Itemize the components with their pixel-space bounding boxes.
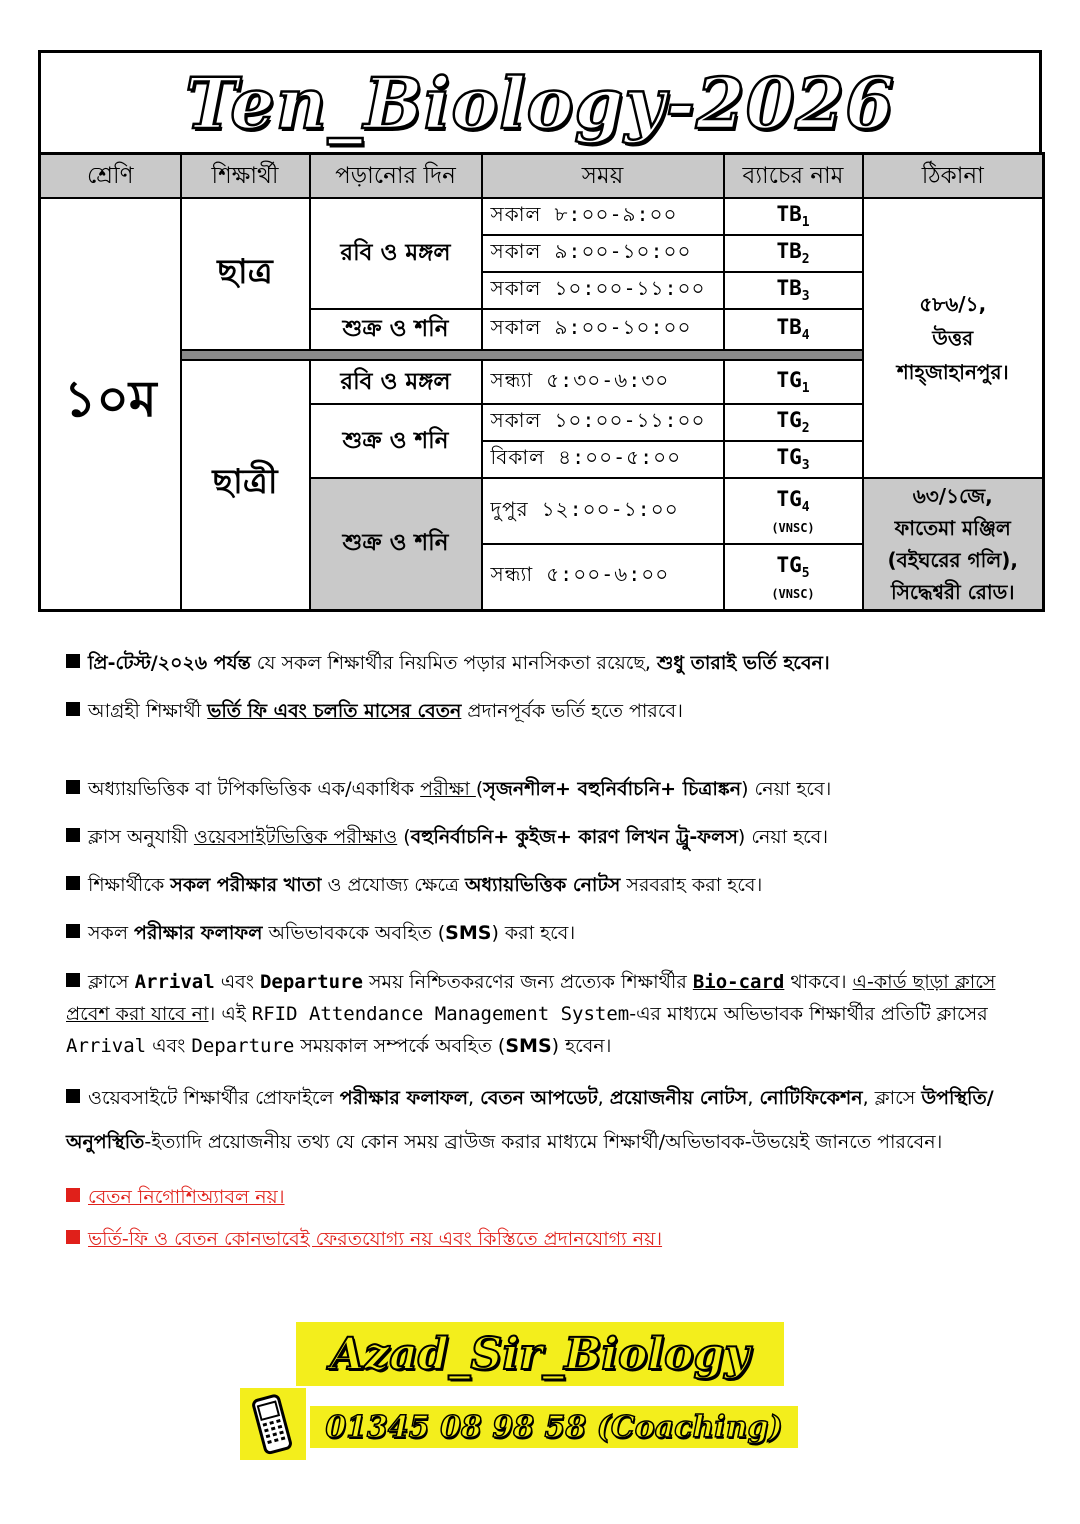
bullet-square-icon — [66, 1230, 80, 1244]
rule-item: প্রি-টেস্ট/২০২৬ পর্যন্ত যে সকল শিক্ষার্থীর নিয়মিত পড়ার মানসিকতা রয়েছে, শুধু তারাই ভর্তি হবেন। — [66, 648, 1016, 678]
rule-item: আগ্রহী শিক্ষার্থী ভর্তি ফি এবং চলতি মাসের বেতন প্রদানপূর্বক ভর্তি হতে পারবে। — [66, 696, 1016, 726]
class-cell: ১০ম — [40, 198, 181, 610]
mobile-phone-icon — [249, 1393, 297, 1455]
bullet-square-icon — [66, 1089, 80, 1103]
header-time: সময় — [482, 154, 724, 199]
time-cell: সকাল ৯:০০-১০:০০ — [482, 235, 724, 272]
time-cell: সন্ধ্যা ৫:৩০-৬:৩০ — [482, 360, 724, 404]
batch-cell: $TB_4$ — [724, 309, 863, 350]
table-row — [40, 198, 1044, 235]
batch-cell: $TB_2$ — [724, 235, 863, 272]
phone-icon-box — [240, 1388, 306, 1460]
batch-cell: $TG_4$ (VNSC) — [724, 478, 863, 544]
time-cell: সকাল ৮:০০-৯:০০ — [482, 198, 724, 235]
girls-cell: ছাত্রী — [181, 360, 310, 610]
rule-item: ক্লাসে Arrival এবং Departure সময় নিশ্চিতকরণের জন্য প্রত্যেক শিক্ষার্থীর Bio-card থাকবে। এ-কার্ড ছাড়া ক্লাসে প্রবেশ করা যাবে না। এই RFID Attendance Management System-এর মাধ্যমে অভিভাবক শিক্ষার্থীর প্রতিটি ক্লাসের Arrival এবং Departure সময়কাল সম্পর্কে অবহিত (SMS) হবেন। — [66, 971, 996, 1057]
day-cell: শুক্র ও শনি — [310, 478, 482, 610]
table-header-row — [40, 154, 1044, 199]
boys-cell: ছাত্র — [181, 198, 310, 350]
rule-item: ক্লাস অনুযায়ী ওয়েবসাইটভিত্তিক পরীক্ষাও (বহুনির্বাচনি+ কুইজ+ কারণ লিখন ট্রু-ফলস) নেয়া হবে। — [66, 822, 1016, 852]
bullet-square-icon — [66, 1188, 80, 1202]
address-cell-2: ৬৩/১জে, ফাতেমা মঞ্জিল (বইঘরের গলি), সিদ্ধেশ্বরী রোড। — [863, 478, 1044, 610]
header-address: ঠিকানা — [863, 154, 1044, 199]
brand-name: Azad_Sir_Biology — [330, 1328, 750, 1380]
header-days: পড়ানোর দিন — [310, 154, 482, 199]
batch-cell: $TG_5$ (VNSC) — [724, 544, 863, 610]
day-cell: শুক্র ও শনি — [310, 404, 482, 478]
time-cell: সকাল ১০:০০-১১:০০ — [482, 404, 724, 441]
day-cell: শুক্র ও শনি — [310, 309, 482, 350]
bullet-square-icon — [66, 702, 80, 716]
time-cell: সন্ধ্যা ৫:০০-৬:০০ — [482, 544, 724, 610]
batch-cell: $TG_2$ — [724, 404, 863, 441]
batch-cell: $TB_1$ — [724, 198, 863, 235]
batch-cell: $TG_3$ — [724, 441, 863, 478]
header-class: শ্রেণি — [40, 154, 181, 199]
bullet-square-icon — [66, 876, 80, 890]
address-cell-1: ৫৮৬/১, উত্তর শাহ্জাহানপুর। — [863, 198, 1044, 478]
batch-cell: $TG_1$ — [724, 360, 863, 404]
warning-text: বেতন নিগোশিঅ্যাবল নয়। — [88, 1186, 285, 1208]
title-box — [38, 50, 1042, 154]
rule-item: ওয়েবসাইটে শিক্ষার্থীর প্রোফাইলে পরীক্ষার ফলাফল, বেতন আপডেট, প্রয়োজনীয় নোটস, নোটিফিকেশন, ক্লাসে উপস্থিতি/অনুপস্থিতি-ইত্যাদি প্রয়োজনীয় তথ্য যে কোন সময় ব্রাউজ করার মাধ্যমে শিক্ষার্থী/অভিভাবক-উভয়েই জানতে পারবেন। — [66, 1087, 994, 1153]
bullet-square-icon — [66, 973, 80, 987]
warning-text: ভর্তি-ফি ও বেতন কোনভাবেই ফেরতযোগ্য নয় এবং কিস্তিতে প্রদানযোগ্য নয়। — [88, 1228, 663, 1250]
rules-list — [66, 648, 1016, 1254]
day-cell: রবি ও মঙ্গল — [310, 198, 482, 309]
rule-item: শিক্ষার্থীকে সকল পরীক্ষার খাতা ও প্রযোজ্য ক্ষেত্রে অধ্যায়ভিত্তিক নোটস সরবরাহ করা হবে। — [66, 870, 1016, 900]
time-cell: সকাল ৯:০০-১০:০০ — [482, 309, 724, 350]
brand-box — [296, 1322, 784, 1386]
bullet-square-icon — [66, 924, 80, 938]
bullet-square-icon — [66, 780, 80, 794]
phone-number: 01345 08 98 58 (Coaching) — [325, 1409, 783, 1445]
rule-item — [66, 1224, 1016, 1254]
bullet-square-icon — [66, 828, 80, 842]
batch-cell: $TB_3$ — [724, 272, 863, 309]
page-title: Ten_Biology-2026 — [185, 62, 895, 145]
bullet-square-icon — [66, 654, 80, 668]
rule-item: সকল পরীক্ষার ফলাফল অভিভাবককে অবহিত (SMS) করা হবে। — [66, 918, 1016, 948]
time-cell: বিকাল ৪:০০-৫:০০ — [482, 441, 724, 478]
header-student: শিক্ষার্থী — [181, 154, 310, 199]
time-cell: সকাল ১০:০০-১১:০০ — [482, 272, 724, 309]
schedule-sheet — [38, 50, 1042, 622]
rule-item — [66, 1182, 1016, 1212]
time-cell: দুপুর ১২:০০-১:০০ — [482, 478, 724, 544]
day-cell: রবি ও মঙ্গল — [310, 360, 482, 404]
phone-number-box — [310, 1406, 798, 1448]
header-batch: ব্যাচের নাম — [724, 154, 863, 199]
rule-item: অধ্যায়ভিত্তিক বা টপিকভিত্তিক এক/একাধিক পরীক্ষা (সৃজনশীল+ বহুনির্বাচনি+ চিত্রাঙ্কন) নেয়া হবে। — [66, 774, 1016, 804]
schedule-table — [38, 152, 1045, 612]
